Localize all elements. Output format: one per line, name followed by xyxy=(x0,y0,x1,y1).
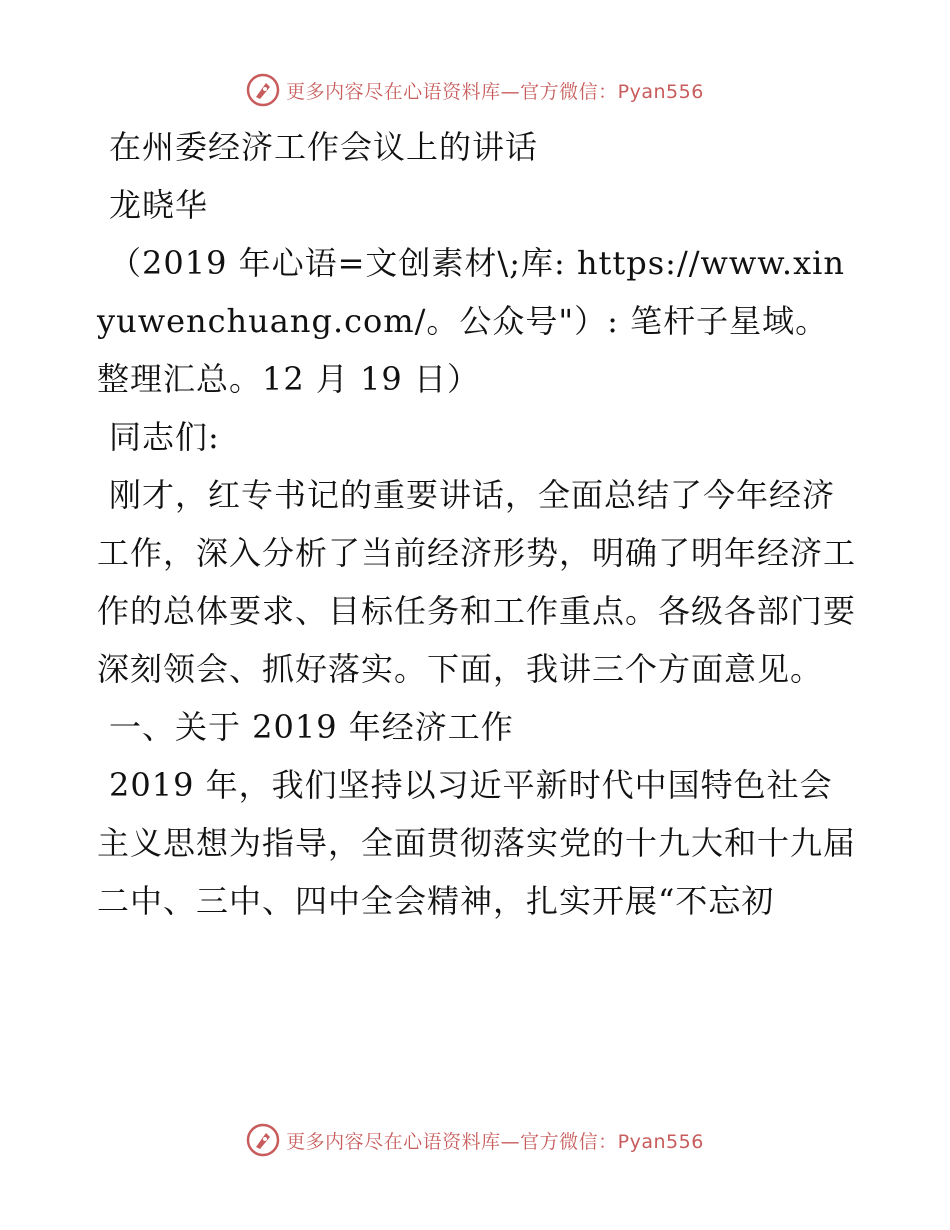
paragraph-2019-summary: 2019 年，我们坚持以习近平新时代中国特色社会主义思想为指导，全面贯彻落实党的十九大和十九届二中、三中、四中全会精神，扎实开展“不忘初 xyxy=(97,766,857,920)
section-heading-1: 一、关于 2019 年经济工作 xyxy=(109,708,514,746)
watermark-banner-text: 更多内容尽在心语资料库—官方微信：Pyan556 xyxy=(286,80,704,103)
watermark-banner-top xyxy=(0,70,950,110)
paragraph-intro: 刚才，红专书记的重要讲话，全面总结了今年经济工作，深入分析了当前经济形势，明确了明年经济工作的总体要求、目标任务和工作重点。各级各部门要深刻领会、抓好落实。下面，我讲三个方面意见。 xyxy=(97,476,857,688)
document-title: 在州委经济工作会议上的讲话 xyxy=(109,128,539,166)
watermark-banner-text: 更多内容尽在心语资料库—官方微信：Pyan556 xyxy=(286,1130,704,1153)
document-body xyxy=(97,118,857,930)
pen-nib-logo-icon xyxy=(246,73,280,107)
pen-nib-logo-icon xyxy=(246,1123,280,1157)
greeting: 同志们: xyxy=(109,418,220,456)
source-note: （2019 年心语=文创素材\;库: https://www.xinyuwenchuang.com/。公众号"）: 笔杆子星域。整理汇总。12 月 19 日） xyxy=(97,244,845,398)
document-author: 龙晓华 xyxy=(109,186,209,224)
watermark-banner-bottom xyxy=(0,1120,950,1160)
